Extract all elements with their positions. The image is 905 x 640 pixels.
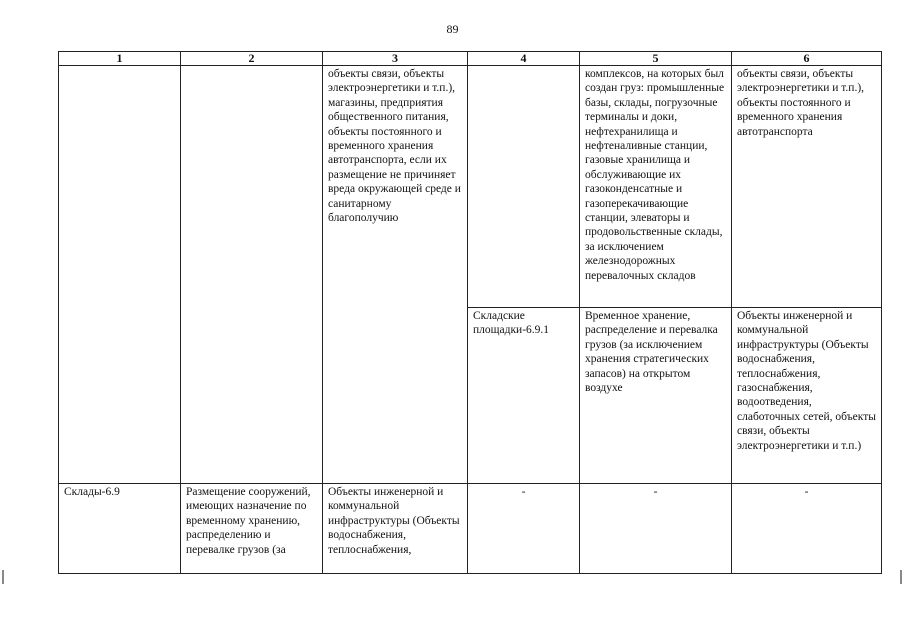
cell-r3-c6 — [732, 484, 882, 574]
column-header-1: 1 — [59, 52, 181, 66]
scan-edge-mark-left — [2, 570, 4, 584]
cell-r3-c5 — [580, 484, 732, 574]
cell-r2-c6 — [732, 308, 882, 484]
empty-dash: - — [521, 486, 526, 498]
auxiliary-uses-continued: объекты связи, объекты электроэнергетики и т.п.), объекты постоянного и временного хранения автотранспорта — [737, 68, 865, 138]
cell-r3-c1 — [59, 484, 181, 574]
column-header-4: 4 — [468, 52, 580, 66]
cell-r1-c5 — [580, 66, 732, 308]
use-description: Временное хранение, распределение и перевалка грузов (за исключением хранения стратегических запасов) на открытом воздухе — [585, 310, 718, 395]
use-description-continued: комплексов, на которых был создан груз: промышленные базы, склады, погрузочные терминалы и доки, нефтехранилища и нефтеналивные станции, газовые хранилища и обслуживающие их газоконденсатные и газоперекачивающие станции, элеваторы и продовольственные склады, за исключением железнодорожных перевалочных складов — [585, 68, 725, 282]
empty-dash: - — [653, 486, 658, 498]
table-row — [59, 484, 882, 574]
column-header-2: 2 — [181, 52, 323, 66]
column-header-5: 5 — [580, 52, 732, 66]
cell-r2-c5 — [580, 308, 732, 484]
cell-r2-c4 — [468, 308, 580, 484]
auxiliary-uses: Объекты инженерной и коммунальной инфраструктуры (Объекты водоснабжения, теплоснабжения, газоснабжения, водоотведения, слаботочных сетей, объекты связи, объекты электроэнергетики и т.п.) — [737, 310, 876, 452]
column-header-6: 6 — [732, 52, 882, 66]
use-type-code: Складские площадки-6.9.1 — [473, 310, 550, 337]
regulations-table — [58, 51, 882, 574]
empty-dash: - — [804, 486, 809, 498]
permitted-uses-continued: объекты связи, объекты электроэнергетики и т.п.), магазины, предприятия общественного питания, объекты постоянного и временного хранения автотранспорта, если их размещение не причиняет вреда окружающей среде и санитарному благополучию — [328, 68, 461, 225]
cell-r3-c4 — [468, 484, 580, 574]
auxiliary-uses: Объекты инженерной и коммунальной инфраструктуры (Объекты водоснабжения, теплоснабжения, — [328, 486, 460, 556]
scan-edge-mark-right — [900, 570, 902, 584]
cell-r1-c2 — [181, 66, 323, 484]
cell-r3-c3 — [323, 484, 468, 574]
cell-r1-c1 — [59, 66, 181, 484]
use-type-code: Склады-6.9 — [64, 486, 120, 498]
cell-r3-c2 — [181, 484, 323, 574]
cell-r1-c4 — [468, 66, 580, 308]
table-row — [59, 66, 882, 308]
column-header-3: 3 — [323, 52, 468, 66]
page-number: 89 — [446, 22, 459, 36]
use-description: Размещение сооружений, имеющих назначение по временному хранению, распределению и перевалке грузов (за — [186, 486, 311, 556]
cell-r1-c6 — [732, 66, 882, 308]
cell-r1-c3 — [323, 66, 468, 484]
table-header-row — [59, 52, 882, 66]
